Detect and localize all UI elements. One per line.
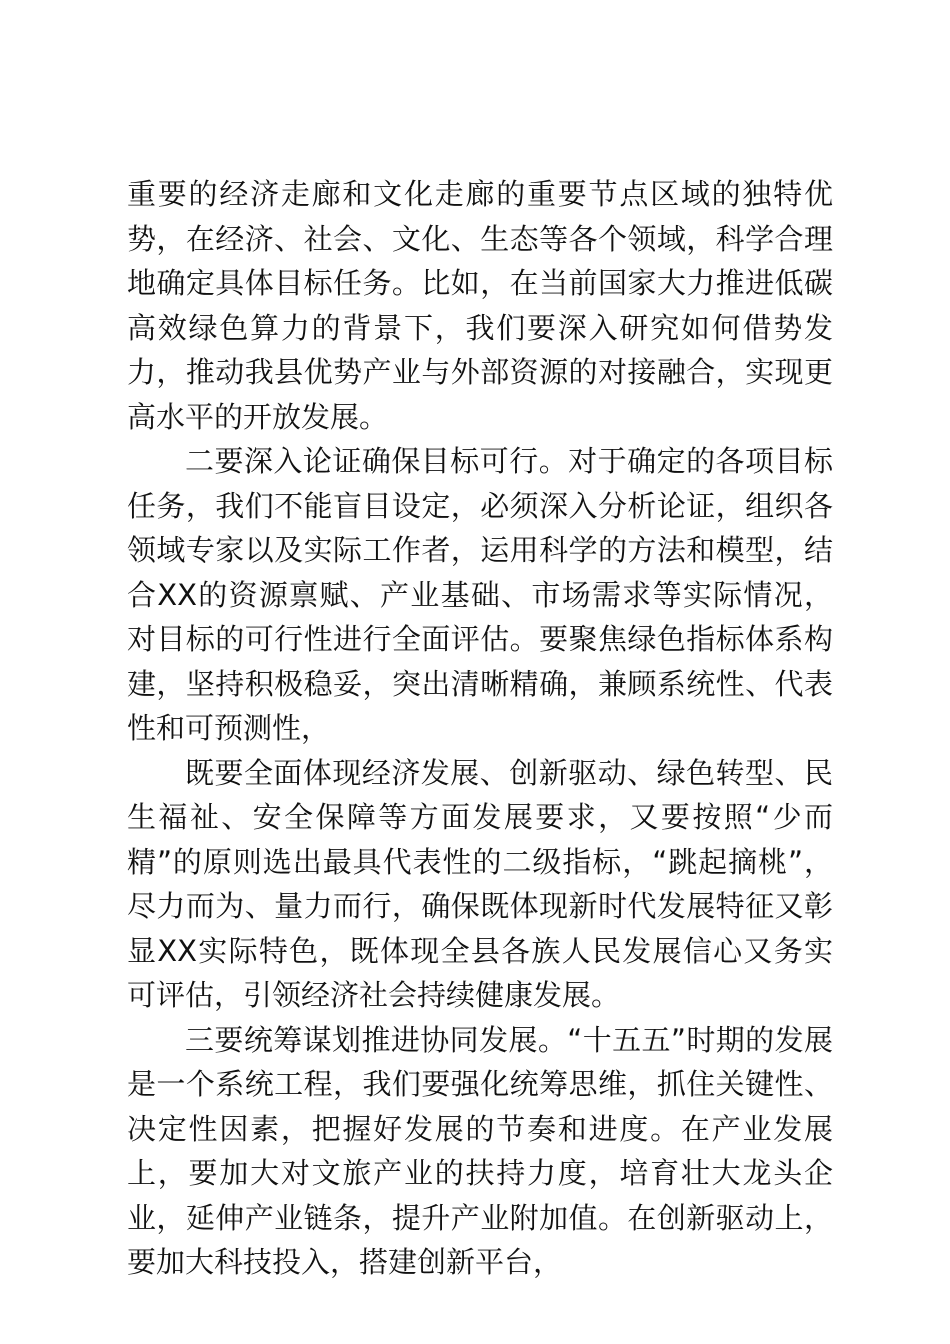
paragraph-coordinated-development: 三要统筹谋划推进协同发展。“十五五”时期的发展是一个系统工程，我们要强化统筹思维，抓住关键性、决定性因素，把握好发展的节奏和进度。在产业发展上，要加大对文旅产业的扶持力度，培育壮大龙头企业，延伸产业链条，提升产业附加值。在创新驱动上，要加大科技投入，搭建创新平台， [127,1022,833,1279]
document-body [127,172,833,1285]
paragraph-goal-feasibility: 二要深入论证确保目标可行。对于确定的各项目标任务，我们不能盲目设定，必须深入分析论证，组织各领域专家以及实际工作者，运用科学的方法和模型，结合XX的资源禀赋、产业基础、市场需求等实际情况，对目标的可行性进行全面评估。要聚焦绿色指标体系构建，坚持积极稳妥，突出清晰精确，兼顾系统性、代表性和可预测性， [127,444,833,745]
paragraph-indicator-requirements: 既要全面体现经济发展、创新驱动、绿色转型、民生福祉、安全保障等方面发展要求，又要按照“少而精”的原则选出最具代表性的二级指标，“跳起摘桃”，尽力而为、量力而行，确保既体现新时代发展特征又彰显XX实际特色，既体现全县各族人民发展信心又务实可评估，引领经济社会持续健康发展。 [127,755,833,1012]
paragraph-continuation: 重要的经济走廊和文化走廊的重要节点区域的独特优势，在经济、社会、文化、生态等各个领域，科学合理地确定具体目标任务。比如，在当前国家大力推进低碳高效绿色算力的背景下，我们要深入研究如何借势发力，推动我县优势产业与外部资源的对接融合，实现更高水平的开放发展。 [127,177,833,434]
